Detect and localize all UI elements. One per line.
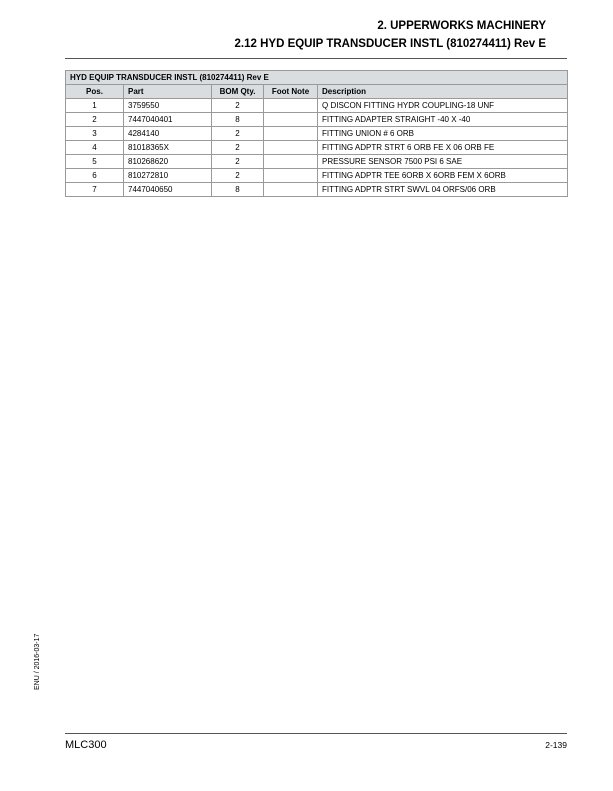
cell-bom-qty: 2 <box>212 99 264 113</box>
cell-pos: 2 <box>66 113 124 127</box>
column-header-pos: Pos. <box>66 85 124 99</box>
footer-page-number: 2-139 <box>545 740 567 750</box>
table-row <box>66 169 568 183</box>
cell-bom-qty: 2 <box>212 155 264 169</box>
cell-foot-note <box>264 99 318 113</box>
cell-description: FITTING ADPTR TEE 6ORB X 6ORB FEM X 6ORB <box>318 169 568 183</box>
column-header-part: Part <box>124 85 212 99</box>
section-title: 2. UPPERWORKS MACHINERY <box>377 20 546 32</box>
cell-part: 7447040401 <box>124 113 212 127</box>
document-language-date: ENU / 2016-03-17 <box>34 633 41 690</box>
cell-description: Q DISCON FITTING HYDR COUPLING-18 UNF <box>318 99 568 113</box>
cell-foot-note <box>264 183 318 197</box>
cell-description: FITTING ADAPTER STRAIGHT -40 X -40 <box>318 113 568 127</box>
table-row <box>66 127 568 141</box>
cell-foot-note <box>264 141 318 155</box>
cell-pos: 4 <box>66 141 124 155</box>
parts-table <box>65 70 568 197</box>
cell-part: 7447040650 <box>124 183 212 197</box>
table-row <box>66 183 568 197</box>
cell-bom-qty: 2 <box>212 169 264 183</box>
column-header-bom-qty: BOM Qty. <box>212 85 264 99</box>
cell-description: FITTING ADPTR STRT SWVL 04 ORFS/06 ORB <box>318 183 568 197</box>
table-caption-row <box>66 71 568 85</box>
cell-description: FITTING UNION # 6 ORB <box>318 127 568 141</box>
cell-part: 4284140 <box>124 127 212 141</box>
cell-pos: 7 <box>66 183 124 197</box>
header-divider <box>65 58 567 59</box>
cell-bom-qty: 2 <box>212 127 264 141</box>
cell-description: PRESSURE SENSOR 7500 PSI 6 SAE <box>318 155 568 169</box>
cell-foot-note <box>264 113 318 127</box>
cell-pos: 1 <box>66 99 124 113</box>
cell-bom-qty: 8 <box>212 113 264 127</box>
footer-model: MLC300 <box>65 739 107 751</box>
cell-pos: 6 <box>66 169 124 183</box>
cell-part: 81018365X <box>124 141 212 155</box>
table-row <box>66 155 568 169</box>
cell-pos: 5 <box>66 155 124 169</box>
cell-pos: 3 <box>66 127 124 141</box>
cell-part: 810268620 <box>124 155 212 169</box>
subsection-title: 2.12 HYD EQUIP TRANSDUCER INSTL (810274411) Rev E <box>234 38 546 50</box>
cell-foot-note <box>264 127 318 141</box>
cell-foot-note <box>264 155 318 169</box>
cell-part: 810272810 <box>124 169 212 183</box>
table-header-row <box>66 85 568 99</box>
table-row <box>66 113 568 127</box>
cell-bom-qty: 8 <box>212 183 264 197</box>
column-header-foot-note: Foot Note <box>264 85 318 99</box>
table-caption: HYD EQUIP TRANSDUCER INSTL (810274411) Rev E <box>66 71 568 85</box>
cell-description: FITTING ADPTR STRT 6 ORB FE X 06 ORB FE <box>318 141 568 155</box>
table-row <box>66 141 568 155</box>
table-row <box>66 99 568 113</box>
column-header-description: Description <box>318 85 568 99</box>
cell-part: 3759550 <box>124 99 212 113</box>
cell-bom-qty: 2 <box>212 141 264 155</box>
footer-divider <box>65 733 567 734</box>
cell-foot-note <box>264 169 318 183</box>
